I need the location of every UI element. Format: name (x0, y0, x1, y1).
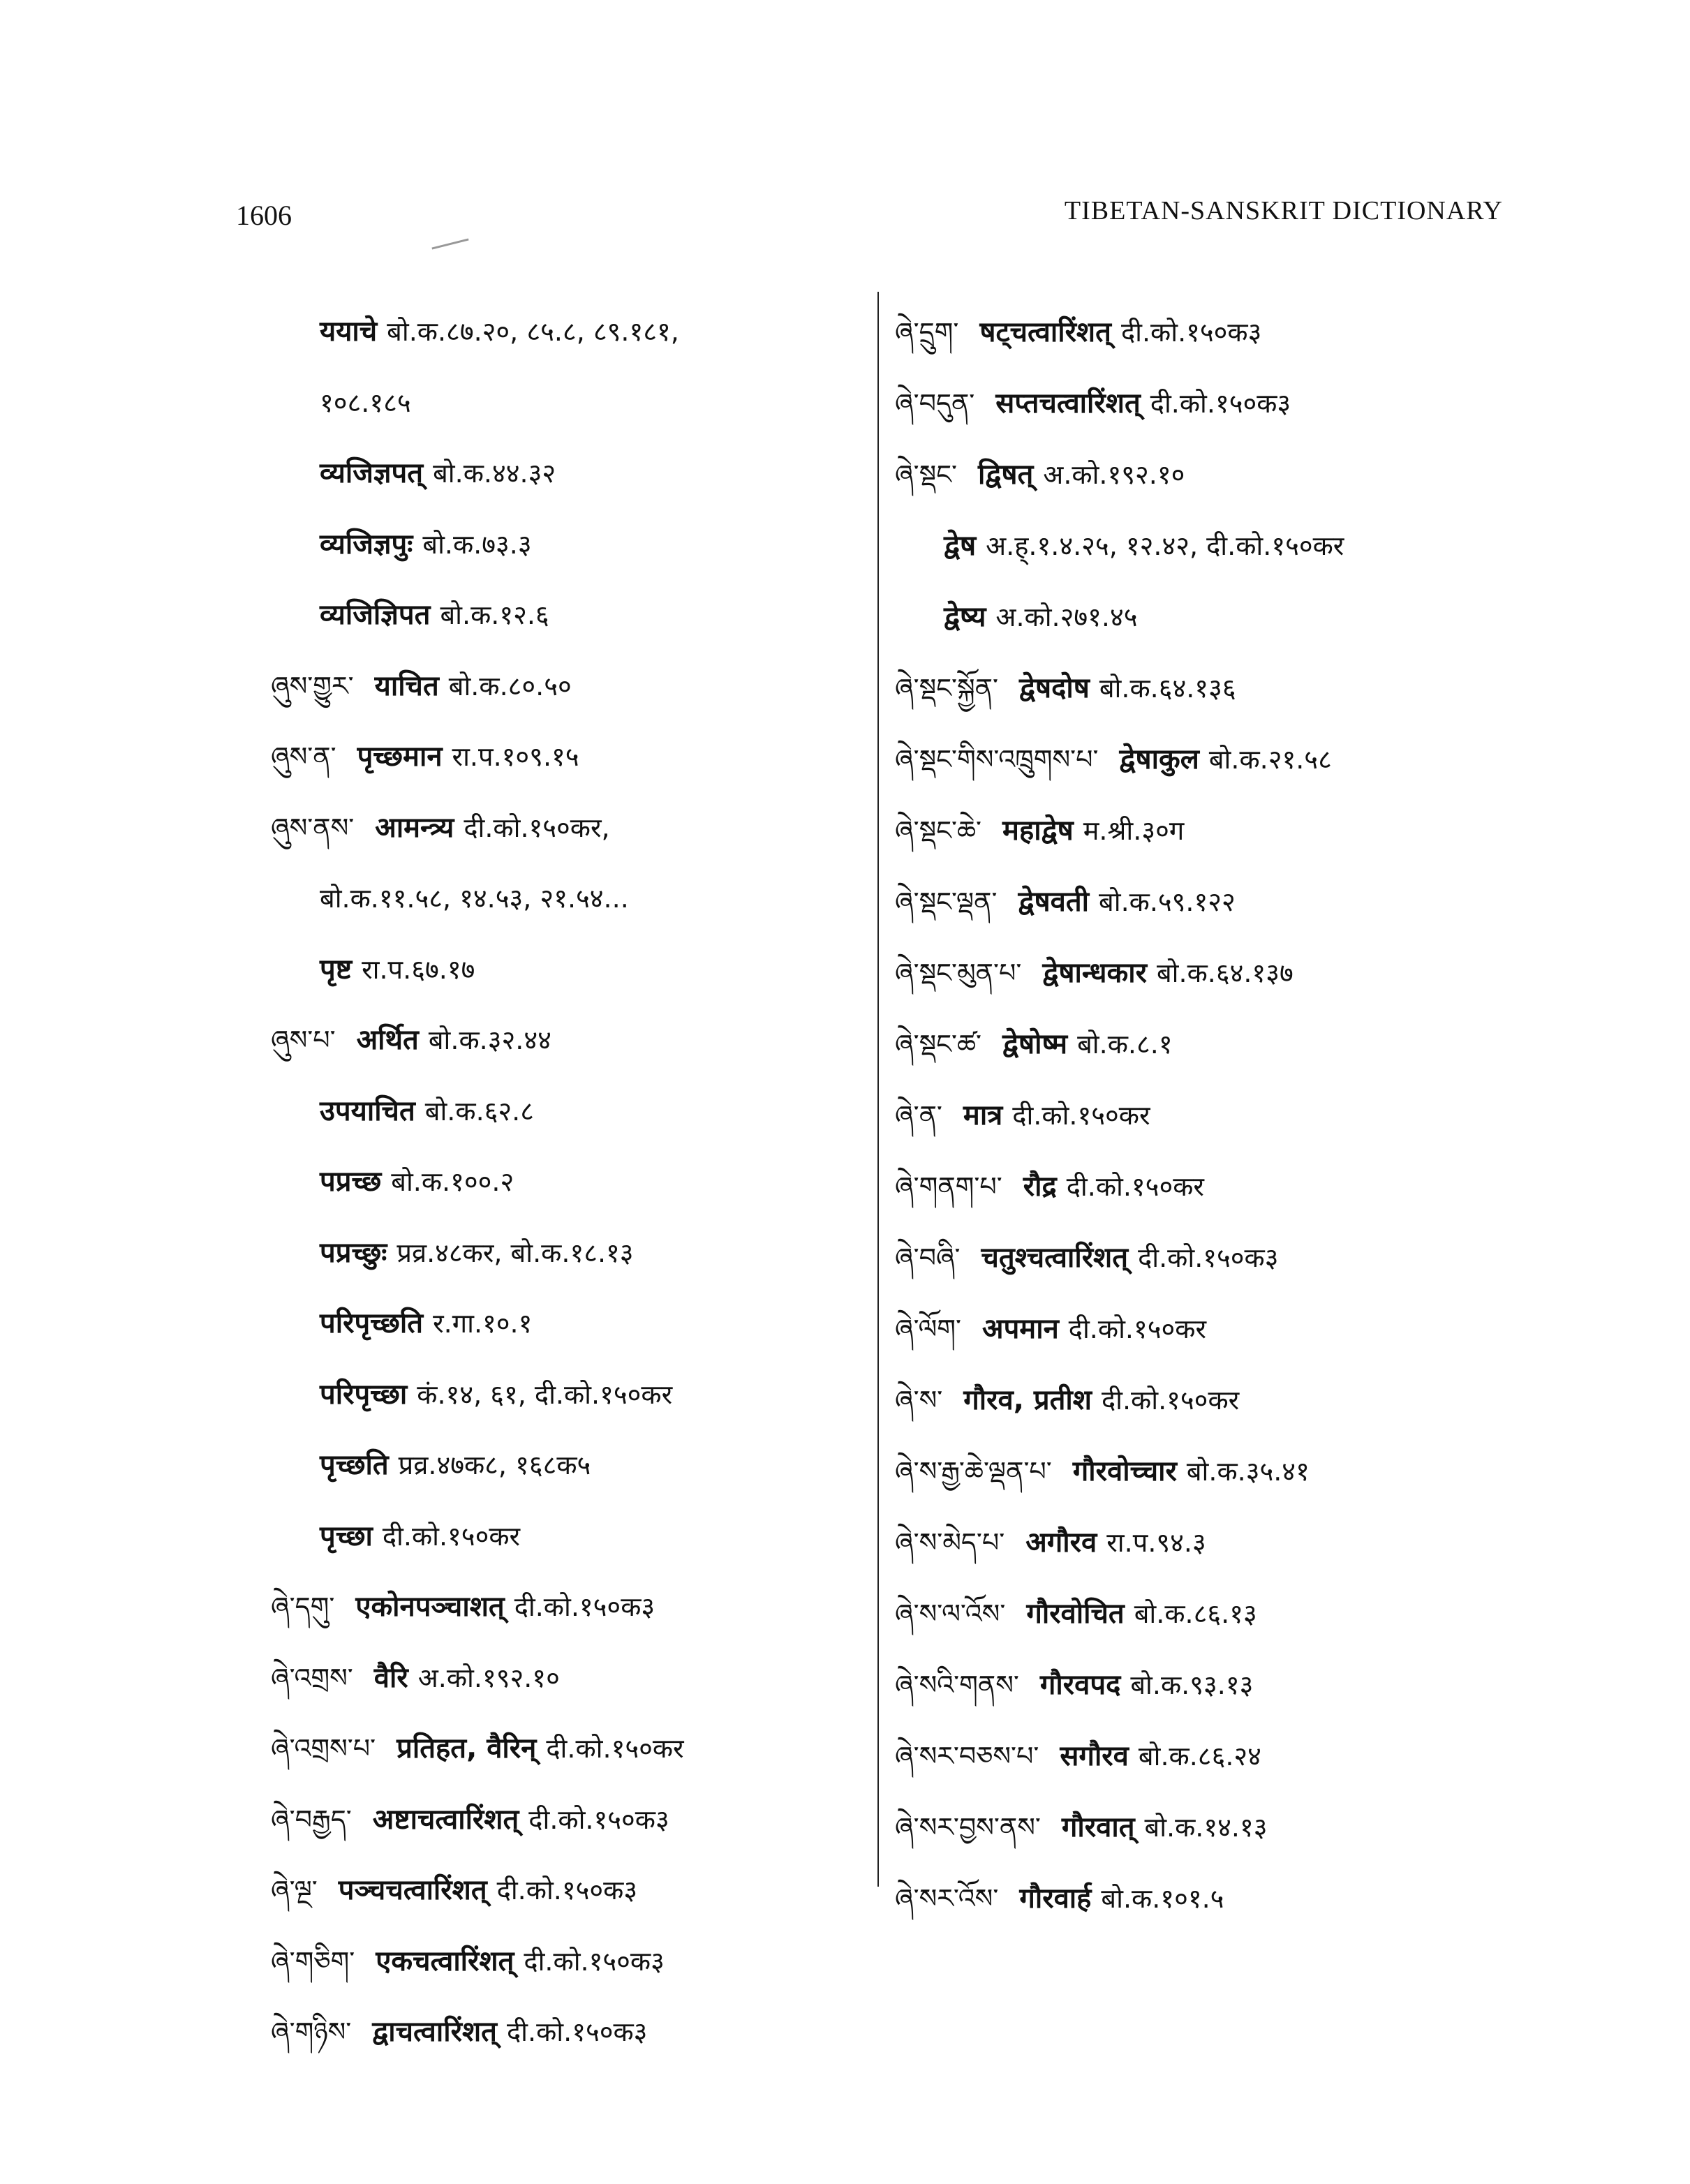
sanskrit-term: अर्थित (356, 1024, 419, 1056)
running-title: TIBETAN-SANSKRIT DICTIONARY (1064, 196, 1503, 225)
tibetan-term: ཞེ་ས་རྒྱ་ཆེ་ལྡན་པ་ (895, 1456, 1052, 1487)
sanskrit-term: व्यजिज्ञपुः (320, 528, 413, 560)
entry-continuation-line (271, 1288, 857, 1360)
reference: दी.को.१५०क३ (528, 1804, 669, 1835)
tibetan-term: ཞེ་གཅིག་ (271, 1945, 355, 1977)
entry-headword-line (271, 1572, 857, 1643)
tibetan-term: ཞེ་བདུན་ (895, 388, 975, 419)
entry-continuation-line (271, 1076, 857, 1147)
reference: बो.क.७३.३ (422, 528, 532, 560)
reference: बो.क.८६.२४ (1138, 1741, 1261, 1771)
sanskrit-term: पप्रच्छुः (320, 1236, 387, 1269)
tibetan-term: ཞེ་འགྲས་ (271, 1662, 353, 1693)
entry-headword-line (271, 793, 857, 864)
reference: अ.को.१९२.१० (417, 1662, 560, 1693)
reference: बो.क.१०१.५ (1101, 1883, 1224, 1914)
sanskrit-term: परिपृच्छति (320, 1307, 424, 1339)
reference: दी.को.१५०कर (1101, 1385, 1240, 1416)
sanskrit-term: द्वेषवती (1018, 886, 1090, 918)
reference: बो.क.१४.१३ (1144, 1812, 1268, 1843)
entry-headword-line (895, 1151, 1509, 1222)
sanskrit-term: द्वेषदोष (1018, 672, 1090, 704)
sanskrit-term: पञ्चचत्वारिंशत् (338, 1874, 487, 1906)
reference: दी.को.१५०कर (1012, 1100, 1150, 1131)
reference: बो.क.२१.५८ (1208, 744, 1332, 775)
tibetan-term: ཞུས་ན་ (271, 741, 336, 772)
sanskrit-term: वैरि (373, 1661, 408, 1694)
sanskrit-term: रौद्र (1023, 1171, 1057, 1203)
tibetan-term: ཞེ་བརྒྱད་ (271, 1804, 352, 1835)
column-divider (877, 292, 879, 1887)
reference: दी.को.१५०कर, (464, 812, 610, 843)
sanskrit-term: सगौरव (1060, 1740, 1129, 1772)
tibetan-term: ཞེ་སྡང་མུན་པ་ (895, 958, 1022, 988)
tibetan-term: ཞེ་ས་མེད་པ་ (895, 1527, 1005, 1558)
sanskrit-term: व्यजिज्ञिपत (320, 599, 431, 631)
entry-headword-line (271, 651, 857, 722)
tibetan-term: ཞེ་དགུ་ (271, 1591, 335, 1622)
reference: बो.क.११.५८, १४.५३, २१.५४... (320, 883, 629, 914)
reference: दी.को.१५०क३ (1120, 317, 1262, 348)
sanskrit-term: द्वाचत्वारिंशत् (372, 2016, 497, 2048)
tibetan-term: ཞུས་ནས་ (271, 812, 355, 843)
tibetan-term: ཞུས་པ་ (271, 1025, 336, 1055)
entry-headword-line (271, 1926, 857, 1998)
sanskrit-term: एकोनपञ्चाशत् (355, 1591, 505, 1623)
entry-continuation-line (271, 1360, 857, 1431)
entry-headword-line (895, 439, 1509, 510)
reference: बो.क.३२.४४ (428, 1025, 551, 1055)
reference: दी.को.१५०क३ (1150, 388, 1291, 419)
sanskrit-term: पृच्छमान (357, 741, 443, 773)
sanskrit-term: द्वेषोष्म (1002, 1028, 1068, 1060)
sanskrit-term: याचित (374, 669, 439, 702)
reference: बो.क.५९.१२२ (1099, 886, 1236, 917)
stray-pen-mark (431, 239, 468, 250)
sanskrit-term: द्वेष्य (944, 601, 986, 633)
sanskrit-term: अपमान (982, 1313, 1059, 1345)
reference: बो.क.८७.२०, ८५.८, ८९.१८१, (387, 316, 679, 347)
entry-headword-line (895, 1009, 1509, 1080)
entry-continuation-line (271, 510, 857, 581)
sanskrit-term: सप्तचत्वारिंशत् (995, 387, 1141, 419)
tibetan-term: ཞེ་ན་ (895, 1100, 942, 1131)
reference: दी.को.१५०क३ (496, 1875, 638, 1906)
entry-headword-line (895, 1721, 1509, 1792)
reference: बो.क.८६.१३ (1134, 1598, 1257, 1629)
left-column (271, 297, 857, 2068)
tibetan-term: ཞེ་སྡང་གིས་འཁྲུགས་པ་ (895, 744, 1099, 775)
reference: बो.क.३५.४१ (1186, 1456, 1310, 1487)
reference: अ.ह्.१.४.२५, १२.४२, दी.को.१५०कर (986, 530, 1344, 561)
tibetan-term: ཞེ་འགྲས་པ་ (271, 1733, 376, 1764)
tibetan-term: ཞེ་སའི་གནས་ (895, 1670, 1019, 1700)
tibetan-term: ཞེ་སྡང་ཚ་ (895, 1029, 982, 1060)
tibetan-term: ཞེ་ས་ལ་འོས་ (895, 1598, 1006, 1629)
tibetan-term: ཞེ་གནག་པ་ (895, 1171, 1002, 1202)
tibetan-term: ཞེ་སར་འོས་ (895, 1883, 999, 1914)
reference: १०८.१८५ (320, 387, 411, 418)
sanskrit-term: द्विषत् (978, 459, 1034, 491)
reference: प्रव्र.४७क८, १६८क५ (398, 1450, 591, 1480)
tibetan-term: ཞེ་སྡང་ཆེ་ (895, 815, 982, 846)
sanskrit-term: चतुश्चत्वारिंशत् (981, 1242, 1129, 1274)
entry-headword-line (895, 1792, 1509, 1863)
entry-continuation-line (271, 297, 857, 368)
entry-headword-line (895, 1293, 1509, 1365)
entry-headword-line (895, 1649, 1509, 1721)
entry-headword-line (271, 1643, 857, 1714)
sanskrit-term: पृष्ट (320, 953, 353, 986)
right-column (895, 297, 1509, 1934)
reference: रा.प.६७.१७ (362, 953, 475, 985)
entry-continuation-line (271, 1147, 857, 1218)
entry-headword-line (895, 653, 1509, 724)
sanskrit-term: परिपृच्छा (320, 1378, 408, 1411)
entry-continuation-line (271, 863, 857, 935)
entry-headword-line (895, 368, 1509, 439)
entry-headword-line (271, 1714, 857, 1785)
entry-headword-line (271, 722, 857, 793)
tibetan-term: ཞེ་བཞི་ (895, 1242, 961, 1273)
entry-headword-line (271, 1005, 857, 1076)
sanskrit-term: गौरवोचित (1026, 1598, 1125, 1630)
tibetan-term: ཞེ་སྡང་ལྡན་ (895, 886, 998, 917)
tibetan-term: ཞེ་སྡང་སྐྱོན་ (895, 673, 998, 704)
entry-headword-line (895, 795, 1509, 866)
entry-headword-line (895, 1080, 1509, 1151)
tibetan-term: ཞེ་སྡང་ (895, 459, 957, 490)
entry-continuation-line (895, 581, 1509, 653)
reference: बो.क.६४.१३७ (1156, 958, 1294, 988)
tibetan-term: ཞེ་གཉིས་ (271, 2016, 352, 2047)
tibetan-term: ཞེ་སར་བཅས་པ་ (895, 1741, 1039, 1771)
entry-headword-line (271, 1855, 857, 1926)
entry-headword-line (895, 1222, 1509, 1293)
reference: रा.प.१०९.१५ (452, 741, 579, 772)
entry-continuation-line (271, 580, 857, 651)
entry-headword-line (895, 1863, 1509, 1934)
tibetan-term: ཞེ་ལོག་ (895, 1314, 962, 1344)
entry-headword-line (271, 1785, 857, 1856)
entry-headword-line (895, 937, 1509, 1009)
entry-headword-line (895, 1507, 1509, 1578)
sanskrit-term: पृच्छा (320, 1520, 373, 1552)
entry-continuation-line (271, 368, 857, 439)
reference: बो.क.६४.१३६ (1099, 673, 1236, 704)
entry-continuation-line (271, 935, 857, 1006)
sanskrit-term: ययाचे (320, 315, 378, 348)
reference: म.श्री.३०ग (1083, 815, 1185, 846)
sanskrit-term: द्वेषान्धकार (1042, 957, 1147, 989)
entry-headword-line (895, 297, 1509, 368)
sanskrit-term: एकचत्वारिंशत् (376, 1945, 514, 1977)
sanskrit-term: गौरवात् (1061, 1811, 1135, 1843)
reference: दी.को.१५०क३ (1138, 1242, 1279, 1273)
reference: कं.१४, ६१, दी.को.१५०कर (417, 1379, 673, 1410)
reference: बो.क.८०.५० (448, 670, 572, 701)
reference: र.गा.१०.१ (433, 1308, 533, 1339)
sanskrit-term: प्रतिहत, वैरिन् (396, 1732, 537, 1765)
reference: दी.को.१५०क३ (506, 2016, 648, 2047)
sanskrit-term: षट्चत्वारिंशत् (979, 316, 1111, 348)
entry-headword-line (271, 1997, 857, 2068)
tibetan-term: ཞེ་ལྔ་ (271, 1875, 318, 1906)
entry-continuation-line (895, 510, 1509, 581)
reference: दी.को.१५०क३ (524, 1945, 665, 1977)
entry-continuation-line (271, 1218, 857, 1289)
reference: बो.क.९३.१३ (1130, 1670, 1254, 1700)
reference: अ.को.२७१.४५ (995, 602, 1138, 632)
reference: बो.क.१००.२ (391, 1166, 514, 1197)
reference: दी.को.१५०कर (1066, 1171, 1204, 1202)
page-number: 1606 (236, 200, 292, 231)
reference: प्रव्र.४८कर, बो.क.१८.१३ (396, 1237, 634, 1268)
reference: दी.को.१५०कर (382, 1520, 521, 1552)
sanskrit-term: अगौरव (1025, 1526, 1097, 1559)
entry-headword-line (895, 866, 1509, 937)
sanskrit-term: गौरव, प्रतीश (963, 1384, 1092, 1416)
reference: रा.प.९४.३ (1106, 1527, 1206, 1558)
reference: दी.को.१५०कर (1068, 1314, 1206, 1344)
entry-headword-line (895, 1365, 1509, 1436)
sanskrit-term: पप्रच्छ (320, 1166, 382, 1198)
reference: बो.क.४४.३२ (433, 458, 556, 489)
sanskrit-term: द्वेष (944, 530, 977, 562)
sanskrit-term: गौरवोच्चार (1072, 1455, 1177, 1487)
tibetan-term: ཞེ་ས་ (895, 1385, 943, 1416)
entry-continuation-line (271, 438, 857, 510)
entry-headword-line (895, 1578, 1509, 1649)
tibetan-term: ཞེ་དྲུག་ (895, 317, 959, 348)
reference: दी.को.१५०क३ (514, 1591, 655, 1622)
sanskrit-term: गौरवार्ह (1019, 1882, 1092, 1915)
sanskrit-term: गौरवपद (1039, 1669, 1121, 1701)
sanskrit-term: आमन्त्र्य (375, 811, 454, 844)
tibetan-term: ཞུས་གྱུར་ (271, 670, 354, 701)
reference: बो.क.८.१ (1077, 1029, 1173, 1060)
sanskrit-term: महाद्वेष (1002, 815, 1074, 847)
reference: बो.क.६२.८ (424, 1095, 535, 1127)
reference: दी.को.१५०कर (546, 1733, 684, 1764)
reference: अ.को.१९२.१० (1043, 459, 1185, 490)
sanskrit-term: व्यजिज्ञपत् (320, 457, 424, 489)
sanskrit-term: पृच्छति (320, 1449, 389, 1481)
entry-headword-line (895, 1436, 1509, 1507)
entry-headword-line (895, 724, 1509, 795)
reference: बो.क.१२.६ (440, 600, 549, 630)
entry-continuation-line (271, 1501, 857, 1573)
sanskrit-term: द्वेषाकुल (1119, 743, 1199, 775)
sanskrit-term: उपयाचित (320, 1094, 415, 1127)
entry-continuation-line (271, 1430, 857, 1501)
sanskrit-term: अष्टाचत्वारिंशत् (372, 1803, 519, 1836)
tibetan-term: ཞེ་སར་བྱས་ནས་ (895, 1812, 1041, 1843)
sanskrit-term: मात्र (963, 1099, 1003, 1131)
